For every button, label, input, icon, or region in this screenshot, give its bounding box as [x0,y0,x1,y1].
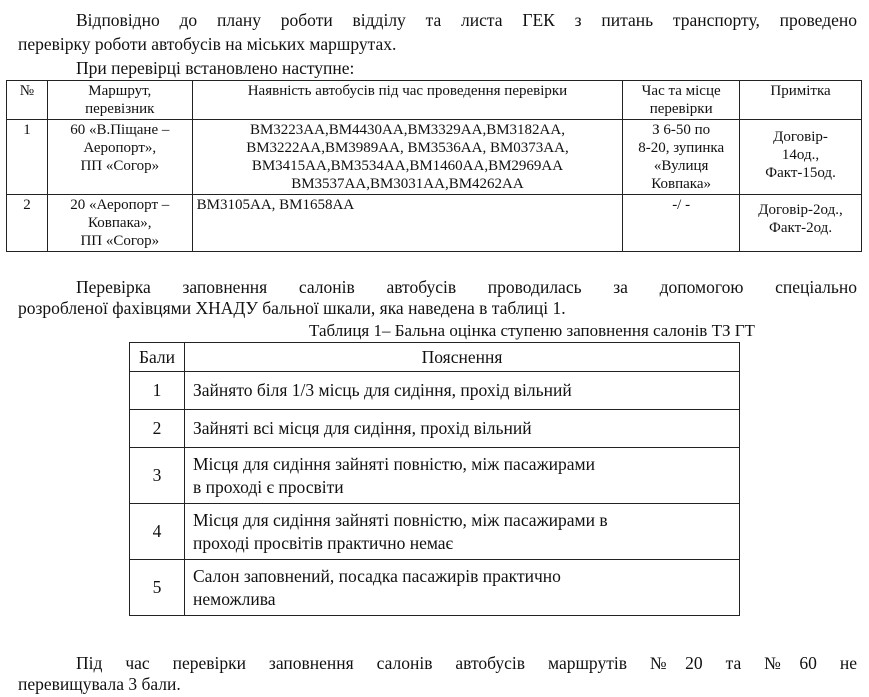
header-route [47,81,192,120]
score-value: 2 [130,410,185,448]
header-time-line: перевірки [649,101,713,117]
route-line: 20 «Аеропорт – [70,197,170,213]
buses-line: ВМ3222АА,ВМ3989АА, ВМ3536АА, ВМ0373АА, [246,140,569,156]
score-explanation [185,410,740,448]
explanation-line: Місця для сидіння зайняті повністю, між пасажирами в [193,509,608,530]
intro-line-2: перевірку роботи автобусів на міських маршрутах. [18,34,397,54]
time-line: «Вулиця [653,158,709,174]
header-num: № [7,81,48,120]
table-row [7,120,862,195]
explanation-line: Місця для сидіння зайняті повністю, між пасажирами [193,453,595,474]
row-note [740,120,862,195]
score-value: 1 [130,372,185,410]
explanation-line: Зайнято біля 1/3 місць для сидіння, прохід вільний [193,380,572,400]
header-time [623,81,740,120]
explanation-line: неможлива [193,588,276,609]
conclusion-line-2: перевищувала 3 бали. [18,674,181,694]
inspection-table-header [7,81,862,120]
table-row [130,410,740,448]
score-explanation [185,448,740,504]
buses-line: ВМ3537АА,ВМ3031АА,ВМ4262АА [291,176,524,192]
explanation-line: в проході є просвіти [193,476,344,497]
explanation-line: проході просвітів практично немає [193,532,454,553]
score-value: 3 [130,448,185,504]
time-line: Ковпака» [651,176,712,192]
score-explanation [185,372,740,410]
table-row [7,195,862,252]
header-buses: Наявність автобусів під час проведення перевірки [192,81,623,120]
route-line: Ковпака», [88,215,152,231]
route-line: 60 «В.Піщане – [70,122,170,138]
score-value: 4 [130,504,185,560]
explanation-line: Зайняті всі місця для сидіння, прохід вільний [193,418,532,438]
buses-line: ВМ3223АА,ВМ4430АА,ВМ3329АА,ВМ3182АА, [249,122,565,138]
header-route-line: Маршрут, [88,83,152,99]
header-explanation: Пояснення [185,343,740,372]
header-score: Бали [130,343,185,372]
table-row [130,372,740,410]
row-time [623,195,740,252]
middle-line-2: розробленої фахівцями ХНАДУ бальної шкали, яка наведена в таблиці 1. [18,298,566,318]
buses-line: ВМ3415АА,ВМ3534АА,ВМ1460АА,ВМ2969АА [251,158,564,174]
table-row [130,504,740,560]
table-row [130,560,740,616]
time-line: 8-20, зупинка [638,140,725,156]
row-num: 1 [7,120,48,195]
conclusion-line-1: Під час перевірки заповнення салонів автобусів маршрутів №20 та №60 не [76,653,857,673]
note-line: Договір- [773,129,828,145]
intro-line-1: Відповідно до плану роботи відділу та листа ГЕК з питань транспорту, проведено [76,10,857,30]
buses-line: ВМ3105АА, ВМ1658АА [196,197,355,213]
inspection-table [6,80,862,252]
row-num: 2 [7,195,48,252]
middle-line-1: Перевірка заповнення салонів автобусів проводилась за допомогою спеціально [76,277,857,297]
route-line: Аеропорт», [83,140,157,156]
score-table [129,342,740,616]
note-line: Факт-2од. [768,220,833,236]
note-line: 14од., [781,147,820,163]
table-row [130,448,740,504]
row-time [623,120,740,195]
header-time-line: Час та місце [641,83,721,99]
row-route [47,195,192,252]
score-explanation [185,560,740,616]
route-line: ПП «Согор» [80,158,160,174]
explanation-line: Салон заповнений, посадка пасажирів практично [193,565,561,586]
intro-line-3: При перевірці встановлено наступне: [76,58,355,78]
score-table-header [130,343,740,372]
row-buses [192,195,623,252]
header-route-line: перевізник [85,101,155,117]
row-buses [192,120,623,195]
score-value: 5 [130,560,185,616]
time-line: З 6-50 по [652,122,711,138]
table-caption: Таблиця 1– Бальна оцінка ступеню заповнення салонів ТЗ ГТ [309,321,755,340]
route-line: ПП «Согор» [80,233,160,249]
note-line: Договір-2од., [758,202,843,218]
time-line: -/ - [672,197,691,213]
row-note [740,195,862,252]
score-explanation [185,504,740,560]
header-note: Примітка [740,81,862,120]
row-route [47,120,192,195]
note-line: Факт-15од. [765,165,836,181]
